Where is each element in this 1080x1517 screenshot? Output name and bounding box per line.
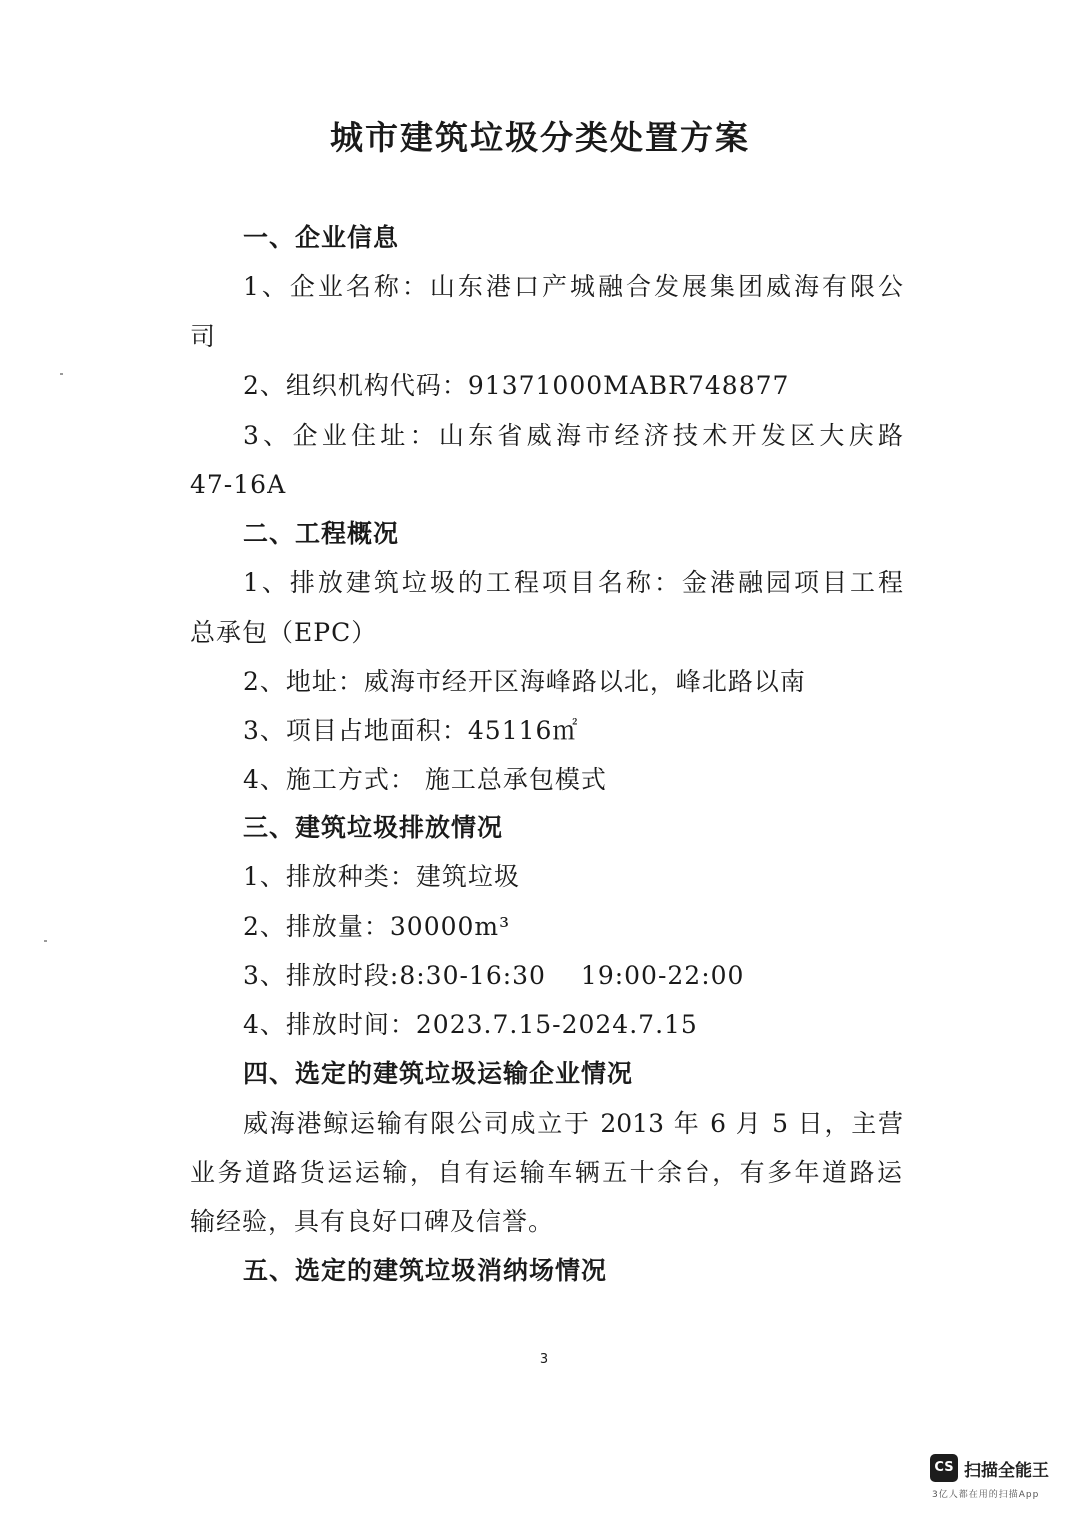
transport-para-line1: 威海港鲸运输有限公司成立于 2013 年 6 月 5 日，主营 bbox=[243, 1109, 903, 1138]
section-heading-project-overview: 二、工程概况 bbox=[243, 519, 400, 548]
section-heading-waste-discharge: 三、建筑垃圾排放情况 bbox=[243, 813, 504, 842]
watermark-app-name: 扫描全能王 bbox=[964, 1461, 1049, 1481]
section-heading-disposal-site: 五、选定的建筑垃圾消纳场情况 bbox=[243, 1256, 608, 1285]
scan-speck bbox=[44, 940, 47, 942]
page-number: 3 bbox=[539, 1352, 549, 1367]
scan-speck bbox=[60, 373, 63, 375]
watermark-slogan: 3亿人都在用的扫描App bbox=[932, 1490, 1040, 1500]
scanner-watermark bbox=[930, 1454, 1070, 1502]
section-heading-company-info: 一、企业信息 bbox=[243, 223, 400, 252]
discharge-hours: 3、排放时段:8:30-16:30 19:00-22:00 bbox=[243, 961, 745, 990]
page-title: 城市建筑垃圾分类处置方案 bbox=[330, 118, 750, 157]
company-name-line1: 1、企业名称：山东港口产城融合发展集团威海有限公 bbox=[243, 272, 903, 301]
transport-para-line3: 输经验，具有良好口碑及信誉。 bbox=[190, 1207, 555, 1236]
discharge-volume: 2、排放量：30000m³ bbox=[243, 912, 511, 941]
camscanner-logo-icon: CS bbox=[930, 1454, 958, 1482]
company-address-line1: 3、企业住址：山东省威海市经济技术开发区大庆路 bbox=[243, 421, 903, 450]
discharge-period: 4、排放时间：2023.7.15-2024.7.15 bbox=[243, 1010, 698, 1039]
project-address: 2、地址：威海市经开区海峰路以北，峰北路以南 bbox=[243, 667, 806, 696]
project-name-line1: 1、排放建筑垃圾的工程项目名称：金港融园项目工程 bbox=[243, 568, 903, 597]
org-code: 2、组织机构代码：91371000MABR748877 bbox=[243, 371, 790, 400]
company-name-line2: 司 bbox=[190, 322, 217, 351]
discharge-type: 1、排放种类：建筑垃圾 bbox=[243, 862, 520, 891]
company-address-line2: 47-16A bbox=[190, 470, 287, 499]
construction-mode: 4、施工方式： 施工总承包模式 bbox=[243, 765, 607, 794]
section-heading-transport-company: 四、选定的建筑垃圾运输企业情况 bbox=[243, 1059, 634, 1088]
transport-para-line2: 业务道路货运运输，自有运输车辆五十余台，有多年道路运 bbox=[190, 1158, 902, 1187]
project-area: 3、项目占地面积：45116㎡ bbox=[243, 716, 579, 745]
project-name-line2: 总承包（EPC） bbox=[190, 618, 378, 647]
